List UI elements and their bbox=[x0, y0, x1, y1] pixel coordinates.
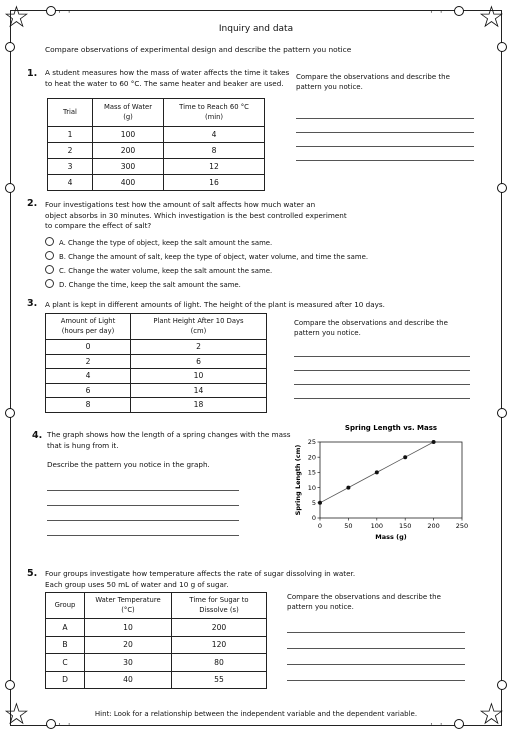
radio-button[interactable] bbox=[45, 265, 54, 274]
spring-length-chart bbox=[280, 418, 480, 570]
answer-option-c[interactable]: C. Change the water volume, keep the salt amount the same. bbox=[45, 265, 272, 276]
table-header: Plant Height After 10 Days (cm) bbox=[131, 314, 267, 340]
answer-line[interactable] bbox=[294, 356, 470, 357]
y-tick-label: 25 bbox=[307, 438, 316, 447]
table-row: 1 100 4 bbox=[48, 127, 265, 143]
border-dash-decoration: · · bbox=[58, 720, 73, 730]
question-4-text: The graph shows how the length of a spring changes with the mass that is hung from it. bbox=[47, 430, 291, 450]
x-tick-label: 150 bbox=[398, 522, 412, 530]
answer-option-a[interactable]: A. Change the type of object, keep the salt amount the same. bbox=[45, 237, 272, 248]
x-tick-label: 200 bbox=[427, 522, 440, 530]
ring-decoration bbox=[5, 183, 15, 193]
y-tick-label: 20 bbox=[307, 453, 316, 462]
question-2-number: 2. bbox=[27, 198, 38, 209]
ring-decoration bbox=[497, 680, 507, 690]
table-row: 8 18 bbox=[46, 398, 267, 413]
answer-line[interactable] bbox=[294, 370, 470, 371]
data-point bbox=[432, 440, 436, 444]
table-row: 2 6 bbox=[46, 354, 267, 369]
answer-line[interactable] bbox=[47, 535, 239, 536]
table-row: 4 400 16 bbox=[48, 175, 265, 191]
question-5-note: Compare the observations and describe the pattern you notice. bbox=[287, 593, 441, 611]
star-decoration-bottom-right: ☆ bbox=[478, 697, 505, 732]
answer-line[interactable] bbox=[296, 146, 474, 147]
plot-frame bbox=[320, 442, 462, 518]
x-tick-label: 100 bbox=[370, 522, 384, 530]
table-header: Time for Sugar to Dissolve (s) bbox=[172, 593, 267, 619]
page-title: Inquiry and data bbox=[218, 24, 294, 34]
question-3-table bbox=[45, 313, 267, 413]
table-row: 2 200 8 bbox=[48, 143, 265, 159]
question-4-prompt: Describe the pattern you notice in the graph. bbox=[47, 460, 210, 469]
answer-line[interactable] bbox=[294, 398, 470, 399]
answer-line[interactable] bbox=[47, 505, 239, 506]
answer-line[interactable] bbox=[296, 118, 474, 119]
x-axis-label: Mass (g) bbox=[375, 533, 407, 541]
question-2-text: Four investigations test how the amount of salt affects how much water an object absorbs in 30 minutes. Which investigation is the best controlled experiment to compare the effect of salt? bbox=[45, 200, 347, 230]
table-row: 3 300 12 bbox=[48, 159, 265, 175]
table-row: A 10 200 bbox=[46, 619, 267, 637]
table-row: C 30 80 bbox=[46, 654, 267, 672]
ring-decoration bbox=[5, 680, 15, 690]
answer-option-b[interactable]: B. Change the amount of salt, keep the type of object, water volume, and time the same. bbox=[45, 251, 368, 262]
star-decoration-bottom-left: ☆ bbox=[3, 697, 30, 732]
ring-decoration bbox=[46, 719, 56, 729]
question-5-table bbox=[45, 592, 267, 689]
answer-line[interactable] bbox=[287, 680, 465, 681]
ring-decoration bbox=[454, 719, 464, 729]
table-row: B 20 120 bbox=[46, 636, 267, 654]
question-3-note: Compare the observations and describe the pattern you notice. bbox=[294, 319, 448, 337]
question-1-text-line: A student measures how the mass of water affects the time it takes bbox=[45, 68, 290, 77]
answer-option-d[interactable]: D. Change the time, keep the salt amount the same. bbox=[45, 279, 241, 290]
table-header: Time to Reach 60 °C (min) bbox=[164, 99, 265, 127]
table-row: 6 14 bbox=[46, 383, 267, 398]
ring-decoration bbox=[5, 408, 15, 418]
x-tick-label: 250 bbox=[455, 522, 469, 530]
answer-line[interactable] bbox=[296, 160, 474, 161]
data-point bbox=[346, 486, 350, 490]
table-header: Trial bbox=[48, 99, 93, 127]
star-decoration-top-right: ☆ bbox=[478, 0, 505, 35]
answer-line[interactable] bbox=[47, 490, 239, 491]
answer-line[interactable] bbox=[287, 632, 465, 633]
table-row: D 40 55 bbox=[46, 671, 267, 689]
radio-button[interactable] bbox=[45, 237, 54, 246]
x-tick-label: 50 bbox=[344, 522, 353, 530]
question-1-number: 1. bbox=[27, 68, 38, 79]
border-dash-decoration: · · bbox=[430, 8, 445, 18]
answer-line[interactable] bbox=[287, 648, 465, 649]
chart-title: Spring Length vs. Mass bbox=[344, 424, 438, 432]
answer-line[interactable] bbox=[296, 132, 474, 133]
ring-decoration bbox=[5, 42, 15, 52]
table-header: Group bbox=[46, 593, 85, 619]
border-dash-decoration: · · bbox=[58, 8, 73, 18]
ring-decoration bbox=[454, 6, 464, 16]
answer-line[interactable] bbox=[294, 384, 470, 385]
star-decoration-top-left: ☆ bbox=[3, 0, 30, 35]
table-header: Mass of Water (g) bbox=[93, 99, 164, 127]
y-tick-label: 15 bbox=[307, 468, 316, 477]
answer-line[interactable] bbox=[287, 664, 465, 665]
question-1-text bbox=[45, 68, 289, 89]
data-point bbox=[403, 455, 407, 459]
radio-button[interactable] bbox=[45, 251, 54, 260]
table-header: Amount of Light (hours per day) bbox=[46, 314, 131, 340]
question-1-note: Compare the observations and describe the pattern you notice. bbox=[296, 73, 450, 91]
hint-text: Hint: Look for a relationship between the independent variable and the dependent variable. bbox=[94, 710, 418, 718]
question-1-text-line: to heat the water to 60 °C. The same heater and beaker are used. bbox=[45, 78, 284, 88]
x-tick-label: 0 bbox=[317, 522, 323, 530]
ring-decoration bbox=[46, 6, 56, 16]
ring-decoration bbox=[497, 42, 507, 52]
table-header: Water Temperature (°C) bbox=[85, 593, 172, 619]
radio-button[interactable] bbox=[45, 279, 54, 288]
y-tick-label: 10 bbox=[307, 483, 316, 492]
data-point bbox=[318, 501, 322, 505]
question-3-text: A plant is kept in different amounts of light. The height of the plant is measured after 10 days. bbox=[45, 300, 385, 309]
ring-decoration bbox=[497, 408, 507, 418]
answer-line[interactable] bbox=[47, 520, 239, 521]
question-1-table bbox=[47, 98, 265, 191]
intro-text: Compare observations of experimental design and describe the pattern you notice bbox=[45, 45, 352, 54]
table-row: 4 10 bbox=[46, 369, 267, 384]
question-5-text: Four groups investigate how temperature affects the rate of sugar dissolving in water. Each group uses 50 mL of water and 10 g of sugar. bbox=[45, 569, 356, 589]
question-4-number: 4. bbox=[32, 430, 43, 441]
data-point bbox=[375, 470, 379, 474]
border-dash-decoration: · · bbox=[430, 720, 445, 730]
y-tick-label: 5 bbox=[311, 499, 316, 507]
ring-decoration bbox=[497, 183, 507, 193]
y-axis-label: Spring Length (cm) bbox=[294, 444, 302, 516]
question-3-number: 3. bbox=[27, 298, 38, 309]
y-tick-label: 0 bbox=[311, 514, 316, 523]
question-5-number: 5. bbox=[27, 568, 38, 579]
table-row: 0 2 bbox=[46, 340, 267, 355]
